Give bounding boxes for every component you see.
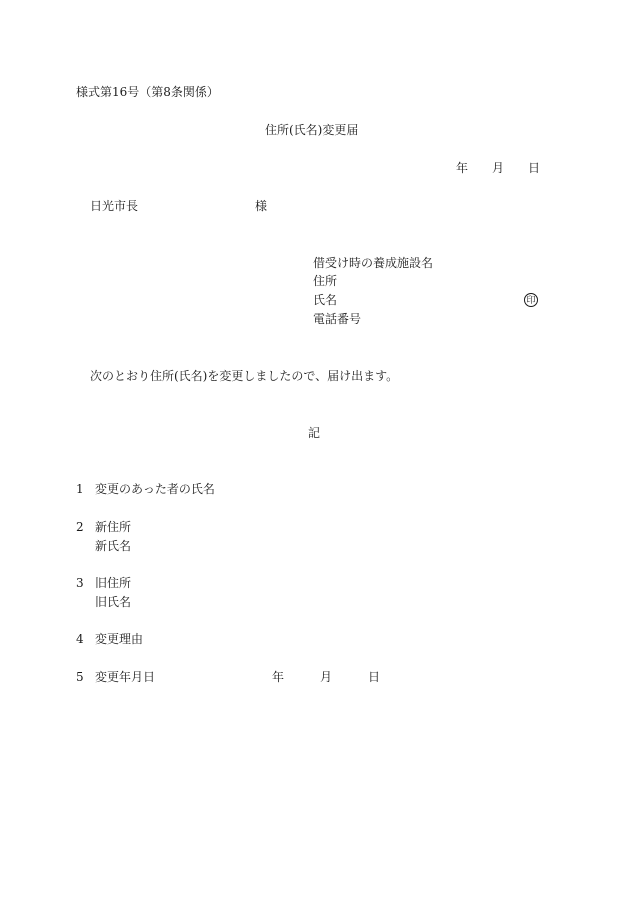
item-number: 4 (76, 632, 84, 646)
item-sub-label: 新氏名 (95, 539, 132, 553)
change-date-month: 月 (320, 670, 333, 684)
item-label: 変更年月日 (95, 670, 156, 684)
phone-label: 電話番号 (313, 312, 362, 326)
change-date-year: 年 (272, 670, 285, 684)
item-label: 変更理由 (95, 632, 144, 646)
item-sub-label: 旧氏名 (95, 595, 132, 609)
item-number: 2 (76, 520, 84, 534)
date-day-label: 日 (528, 161, 541, 175)
addressee-name: 日光市長 (90, 199, 139, 213)
form-title: 住所(氏名)変更届 (265, 123, 359, 137)
seal-mark: 印 (524, 293, 538, 307)
date-month-label: 月 (492, 161, 505, 175)
item-label: 新住所 (95, 520, 132, 534)
item-label: 旧住所 (95, 576, 132, 590)
address-label: 住所 (313, 274, 338, 288)
item-label: 変更のあった者の氏名 (95, 482, 215, 496)
facility-label: 借受け時の養成施設名 (313, 256, 434, 270)
form-number: 様式第16号（第8条関係） (76, 85, 219, 99)
item-number: 3 (76, 576, 84, 590)
item-number: 5 (76, 670, 84, 684)
ki-heading: 記 (308, 426, 321, 440)
change-date-day: 日 (368, 670, 381, 684)
addressee-honorific: 様 (255, 199, 268, 213)
statement: 次のとおり住所(氏名)を変更しましたので、届け出ます。 (90, 369, 399, 383)
item-number: 1 (76, 482, 84, 496)
date-year-label: 年 (456, 161, 469, 175)
name-label: 氏名 (313, 293, 338, 307)
